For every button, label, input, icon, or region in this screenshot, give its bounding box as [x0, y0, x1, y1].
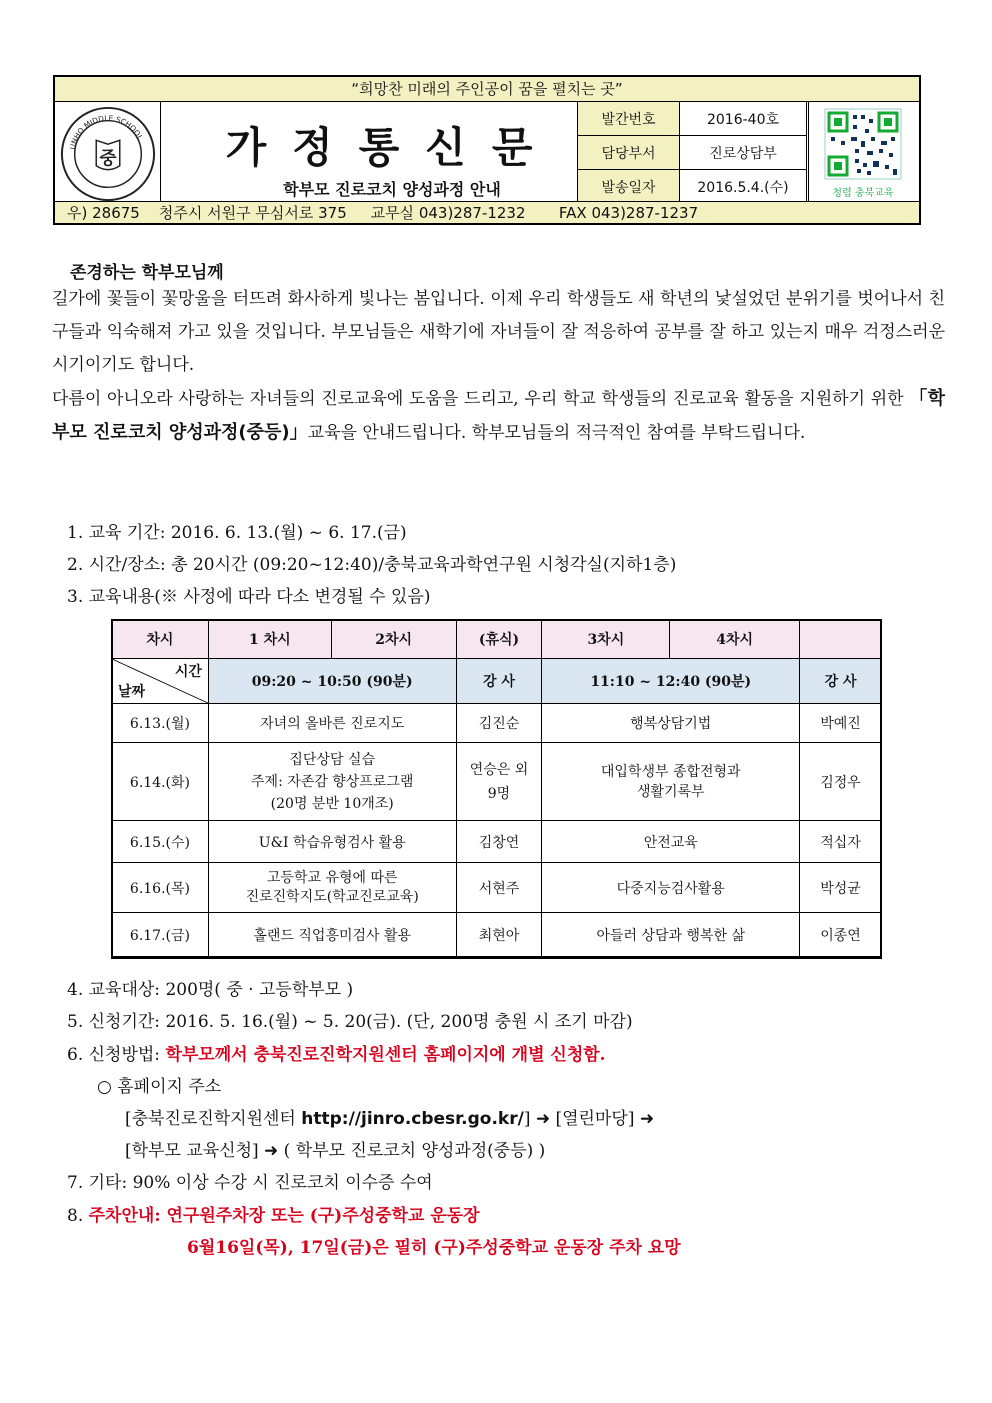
date-cell: 6.13.(월)	[112, 704, 209, 743]
meta-key: 발간번호	[578, 102, 680, 136]
lecturer-cell: 연승은 외 9명	[456, 743, 542, 821]
time-slot-morning: 09:20 ~ 10:50 (90분)	[208, 659, 456, 704]
path-text: [충북진로진학지원센터	[125, 1109, 302, 1129]
table-header	[800, 620, 882, 659]
qr-code-icon	[811, 105, 915, 201]
lecturer-cell: 김정우	[800, 743, 882, 821]
table-header: (휴식)	[456, 620, 542, 659]
session-cell: 자녀의 올바른 진로지도	[208, 704, 456, 743]
list-item-label: 8.	[67, 1206, 89, 1226]
date-cell: 6.17.(금)	[112, 913, 209, 957]
list-item: 5. 신청기간: 2016. 5. 16.(월) ~ 5. 20(금). (단, 200명 충원 시 조기 마감)	[67, 1012, 633, 1032]
session-cell: 대입학생부 종합전형과 생활기록부	[542, 743, 800, 821]
lecturer-header: 강 사	[456, 659, 542, 704]
parking-info: 주차안내: 연구원주차장 또는 (구)주성중학교 운동장	[88, 1206, 480, 1226]
letter-header	[53, 75, 921, 225]
list-item-label: 6. 신청방법:	[67, 1045, 166, 1065]
table-row	[112, 863, 882, 913]
program-name: 「학부모 진로코치 양성과정(중등)」	[52, 388, 945, 443]
meta-value: 2016.5.4.(수)	[680, 170, 807, 204]
session-cell: U&I 학습유형검사 활용	[208, 821, 456, 863]
divider	[808, 101, 809, 201]
session-cell: 홀랜드 직업흥미검사 활용	[208, 913, 456, 957]
meta-key: 담당부서	[578, 136, 680, 170]
schedule-table	[111, 619, 882, 957]
parking-note: 6월16일(목), 17일(금)은 필히 (구)주성중학교 운동장 주차 요망	[187, 1238, 681, 1258]
corner-label-time: 시간	[174, 664, 202, 680]
lecturer-cell: 박성균	[800, 863, 882, 913]
lecturer-cell: 이종연	[800, 913, 882, 957]
list-item: 1. 교육 기간: 2016. 6. 13.(월) ~ 6. 17.(금)	[67, 523, 407, 543]
lecturer-cell: 적십자	[800, 821, 882, 863]
session-cell: 안전교육	[542, 821, 800, 863]
page-title: 가정통신문	[225, 123, 559, 172]
lecturer-cell: 김진순	[456, 704, 542, 743]
paragraph-2-text: 교육을 안내드립니다. 학부모님들의 적극적인 참여를 부탁드립니다.	[307, 423, 806, 443]
table-row	[112, 913, 882, 957]
session-cell: 다중지능검사활용	[542, 863, 800, 913]
list-item	[67, 1040, 606, 1065]
list-item	[67, 1201, 480, 1226]
lecturer-cell: 김창연	[456, 821, 542, 863]
homepage-path-line2: [학부모 교육신청] ➜ ( 학부모 진로코치 양성과정(중등) )	[125, 1141, 546, 1161]
session-cell: 집단상담 실습 주제: 자존감 향상프로그램 (20명 분반 10개조)	[208, 743, 456, 821]
list-item: 3. 교육내용(※ 사정에 따라 다소 변경될 수 있음)	[67, 587, 431, 607]
school-address: 우) 28675 청주시 서원구 무심서로 375 교무실 043)287-1232 FAX 043)287-1237	[55, 201, 919, 223]
table-header-row	[112, 620, 882, 659]
time-slot-late: 11:10 ~ 12:40 (90분)	[542, 659, 800, 704]
table-row	[112, 821, 882, 863]
date-cell: 6.15.(수)	[112, 821, 209, 863]
date-cell: 6.14.(화)	[112, 743, 209, 821]
list-item: 4. 교육대상: 200명( 중 · 고등학부모 )	[67, 980, 354, 1000]
meta-value: 진로상담부	[680, 136, 807, 170]
divider	[160, 101, 161, 201]
school-logo	[59, 105, 157, 203]
application-method: 학부모께서 충북진로진학지원센터 홈페이지에 개별 신청함.	[165, 1045, 606, 1065]
table-row	[112, 704, 882, 743]
table-header: 2차시	[331, 620, 456, 659]
school-motto: “희망찬 미래의 주인공이 꿈을 펼치는 곳”	[55, 77, 919, 102]
paragraph-2	[52, 382, 945, 450]
session-cell: 행복상담기법	[542, 704, 800, 743]
table-header: 3차시	[542, 620, 670, 659]
table-row	[112, 743, 882, 821]
table-header-row	[112, 659, 882, 704]
lecturer-cell: 서현주	[456, 863, 542, 913]
session-cell: 아들러 상담과 행복한 삶	[542, 913, 800, 957]
lecturer-cell: 박예진	[800, 704, 882, 743]
paragraph-2-text: 다름이 아니오라 사랑하는 자녀들의 진로교육에 도움을 드리고, 우리 학교 학생들의 진로교육 활동을 지원하기 위한	[52, 389, 910, 409]
corner-label-date: 날짜	[118, 684, 146, 700]
table-header: 1 차시	[208, 620, 331, 659]
path-text: ] ➜ [열린마당] ➜	[523, 1109, 655, 1129]
document-meta-table	[577, 101, 807, 204]
homepage-link[interactable]: http://jinro.cbesr.go.kr/	[301, 1109, 524, 1129]
page-subtitle: 학부모 진로코치 양성과정 안내	[283, 180, 501, 199]
qr-caption: 청렴 충북교육	[832, 188, 894, 199]
svg-text:UNHO MIDDLE SCHOOL: UNHO MIDDLE SCHOOL	[67, 113, 145, 151]
meta-key: 발송일자	[578, 170, 680, 204]
lecturer-header: 강 사	[800, 659, 882, 704]
session-cell: 고등학교 유형에 따른 진로진학지도(학교진로교육)	[208, 863, 456, 913]
table-corner-cell	[112, 659, 209, 704]
homepage-path-line1	[125, 1104, 654, 1129]
lecturer-cell: 최현아	[456, 913, 542, 957]
list-item: 7. 기타: 90% 이상 수강 시 진로코치 이수증 수여	[67, 1173, 433, 1193]
date-cell: 6.16.(목)	[112, 863, 209, 913]
greeting: 존경하는 학부모님께	[70, 263, 224, 283]
paragraph-1: 길가에 꽃들이 꽃망울을 터뜨려 화사하게 빛나는 봄입니다. 이제 우리 학생들도 새 학년의 낯설었던 분위기를 벗어나서 친구들과 익숙해져 가고 있을 것입니다. 부모님들은 새학기에 자녀들이 잘 적응하여 공부를 잘 하고 있는지 매우 걱정스러운 시기이기도 합니다.	[52, 289, 945, 375]
meta-value: 2016-40호	[680, 102, 807, 136]
list-item: 2. 시간/장소: 총 20시간 (09:20~12:40)/충북교육과학연구원 시청각실(지하1층)	[67, 555, 677, 575]
table-header: 차시	[112, 620, 209, 659]
table-header: 4차시	[670, 620, 800, 659]
svg-text:중: 중	[99, 148, 117, 169]
homepage-title: ○ 홈페이지 주소	[97, 1077, 222, 1097]
